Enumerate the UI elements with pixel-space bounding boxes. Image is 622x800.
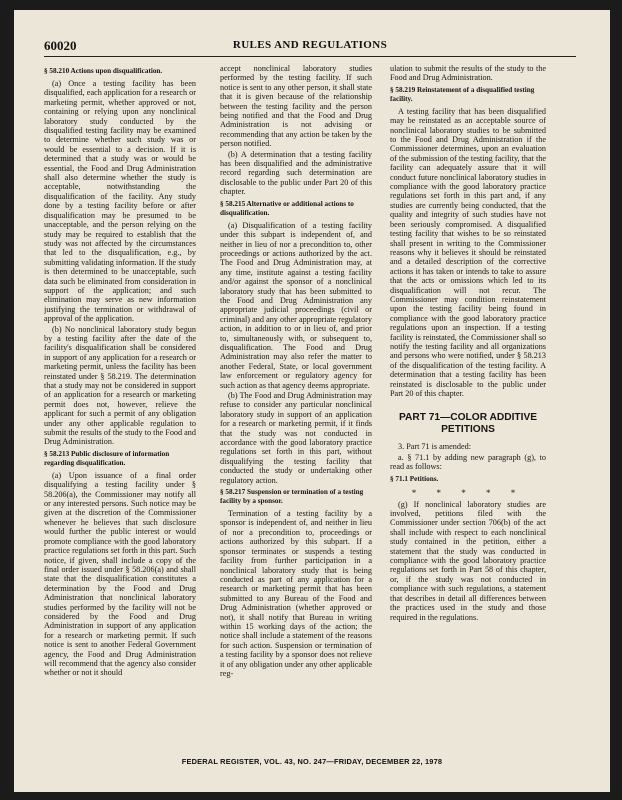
paragraph-continued: accept nonclinical laboratory studies performed by the testing facility. If such notice is sent to any other person, it shall state that it is given because of the relationship between the testing facility and the person being notified and that the Food and Drug Administration is not advising or recommending that any action be taken by the person notified.: [220, 64, 372, 149]
paragraph: A testing facility that has been disqualified may be reinstated as an acceptable source of nonclinical laboratory studies to be submitted to the Food and Drug Administration if the Commissioner determines, upon an evaluation of the submission of the testing facility, that the facility can adequately assure that it will conduct future nonclinical laboratory studies in compliance with the good laboratory practice regulations set forth in this part and, if any studies are currently being conducted, that the quality and integrity of such studies have not been seriously compromised. A disqualified testing facility that wishes to be so reinstated shall present in writing to the Commissioner reasons why it believes it should be reinstated and a detailed description of the corrective actions it has taken or intends to take to assure that the acts or omissions which led to its disqualification will not recur. The Commissioner may condition reinstatement upon the testing facility being found in compliance with the good laboratory practice regulations upon an inspection. If a testing facility is reinstated, the Commissioner shall so notify the testing facility and all organizations and persons who were notified, under § 58.213 of the disqualification of the testing facility. A determination that a testing facility has been reinstated is disclosable to the public under Part 20 of this chapter.: [390, 106, 546, 398]
section-heading: § 71.1 Petitions.: [390, 474, 439, 483]
header-rule: [44, 56, 576, 57]
document-page: [14, 10, 610, 792]
section-heading: § 58.210 Actions upon disqualification.: [44, 67, 163, 75]
paragraph: (a) Upon issuance of a final order disqualifying a testing facility under § 58.206(a), the Commissioner may notify all or any interested persons. Such notice may be given at the discretion of the Commissioner whenever he believes that such disclosure would further the public interest or would promote compliance with the good laboratory practice regulations set forth in this part. Such notice, if given, shall include a copy of the final order issued under § 58.206(a) and shall state that the disqualification constitutes a determination by the Food and Drug Administration that nonclinical laboratory studies performed by the facility will not be considered by the Food and Drug Administration in support of any application for a research or marketing permit. If such notice is sent to another Federal Government agency, the Food and Drug Administration will recommend that the agency also consider whether or not it should: [44, 470, 196, 678]
page-footer: FEDERAL REGISTER, VOL. 43, NO. 247—FRIDAY, DECEMBER 22, 1978: [181, 757, 443, 766]
paragraph-continued: ulation to submit the results of the study to the Food and Drug Administration.: [390, 64, 546, 83]
paragraph: (b) No nonclinical laboratory study begun by a testing facility after the date of the facility's disqualification shall be considered in support of any application for a research or marketing permit, unless the facility has been reinstated under § 58.219. The determination that a study may not be considered in support of an application for a research or marketing permit does not, however, relieve the applicant for such a permit of any obligation under any other applicable regulation to submit the results of the study to the Food and Drug Administration.: [44, 324, 196, 447]
column-3: [390, 64, 546, 749]
column-1: [44, 64, 196, 749]
paragraph: 3. Part 71 is amended:: [398, 442, 471, 452]
paragraph: (b) The Food and Drug Administration may refuse to consider any particular nonclinical laboratory study in support of an application for a research or marketing permit, if it finds that the study was not conducted in accordance with the good laboratory practice regulations set forth in this part, without disqualifying the testing facility that conducted the study or undertaking other regulatory action.: [220, 391, 372, 485]
omission-stars: * * * * *: [411, 487, 525, 498]
paragraph: a. § 71.1 by adding new paragraph (g), to read as follows:: [390, 452, 546, 472]
section-heading: § 58.213 Public disclosure of information regarding disqualification.: [44, 449, 170, 467]
page-header: [44, 38, 576, 54]
section-heading: § 58.215 Alternative or additional actions to disqualification.: [220, 199, 354, 217]
page-number: 60020: [44, 38, 77, 53]
section-heading: § 58.219 Reinstatement of a disqualified testing facility.: [390, 85, 535, 103]
column-2: [220, 64, 372, 749]
paragraph: (a) Once a testing facility has been disqualified, each application for a research or marketing permit, whether approved or not, containing or relying upon any nonclinical laboratory study conducted by the disqualified testing facility may be examined to determine whether such study was or would be essential to a decision. If it is determined that a study was or would be essential, the Food and Drug Administration shall also determine whether the study is acceptable, notwithstanding the disqualification of the facility. Any study done by a testing facility before or after disqualification may be presumed to be unacceptable, and the person relying on the study may be required to establish that the study was not affected by the circumstances that led to the disqualification, e.g., by submitting validating information. If the study is then determined to be unacceptable, such data such be eliminated from consideration in support of the application; and such elimination may serve as new information justifying the termination or withdrawal of approval of the application.: [44, 79, 196, 324]
part-heading: PART 71—COLOR ADDITIVE PETITIONS: [398, 412, 538, 436]
paragraph: Termination of a testing facility by a sponsor is independent of, and neither in lieu of nor a precondition to, proceedings or actions authorized by this subpart. If a sponsor terminates or suspends a testing facility from further participation in a nonclinical laboratory study that is being conducted as part of any application for a research or marketing permit that has been submitted to any Bureau of the Food and Drug Administration (whether approved or not), it shall notify that Bureau in writing within 15 working days of the action; the notice shall include a statement of the reasons for such action. Suspension or termination of a testing facility by a sponsor does not relieve it of any obligation under any other applicable reg-: [220, 509, 372, 678]
section-heading: § 58.217 Suspension or termination of a testing facility by a sponsor.: [220, 488, 364, 506]
paragraph: (g) If nonclinical laboratory studies are involved, petitions filed with the Commissioner under section 706(b) of the act shall include with respect to each nonclinical study contained in the petition, either a statement that the study was conducted in compliance with the good laboratory practice regulations set forth in Part 58 of this chapter, or, if the study was not conducted in compliance with such regulations, a statement that describes in detail all differences between the practices used in the study and those required in the regulations.: [390, 499, 546, 622]
running-title: RULES AND REGULATIONS: [232, 39, 388, 51]
paragraph: (a) Disqualification of a testing facility under this subpart is independent of, and neither in lieu of nor a precondition to, other proceedings or actions authorized by the act. The Food and Drug Administration may, at any time, institute against a testing facility and/or against the sponsor of a nonclinical laboratory study that has been submitted to the Food and Drug Administration any appropriate judicial proceedings (civil or criminal) and any other appropriate regulatory action, in addition to or in lieu of, and prior to, simultaneously with, or subsequent to, disqualification. The Food and Drug Administration may also refer the matter to another Federal, State, or local government law enforcement or regulatory agency for such action as that agency deems appropriate.: [220, 220, 372, 390]
paragraph: (b) A determination that a testing facility has been disqualified and the administrative record regarding such determination are disclosable to the public under Part 20 of this chapter.: [220, 149, 372, 197]
